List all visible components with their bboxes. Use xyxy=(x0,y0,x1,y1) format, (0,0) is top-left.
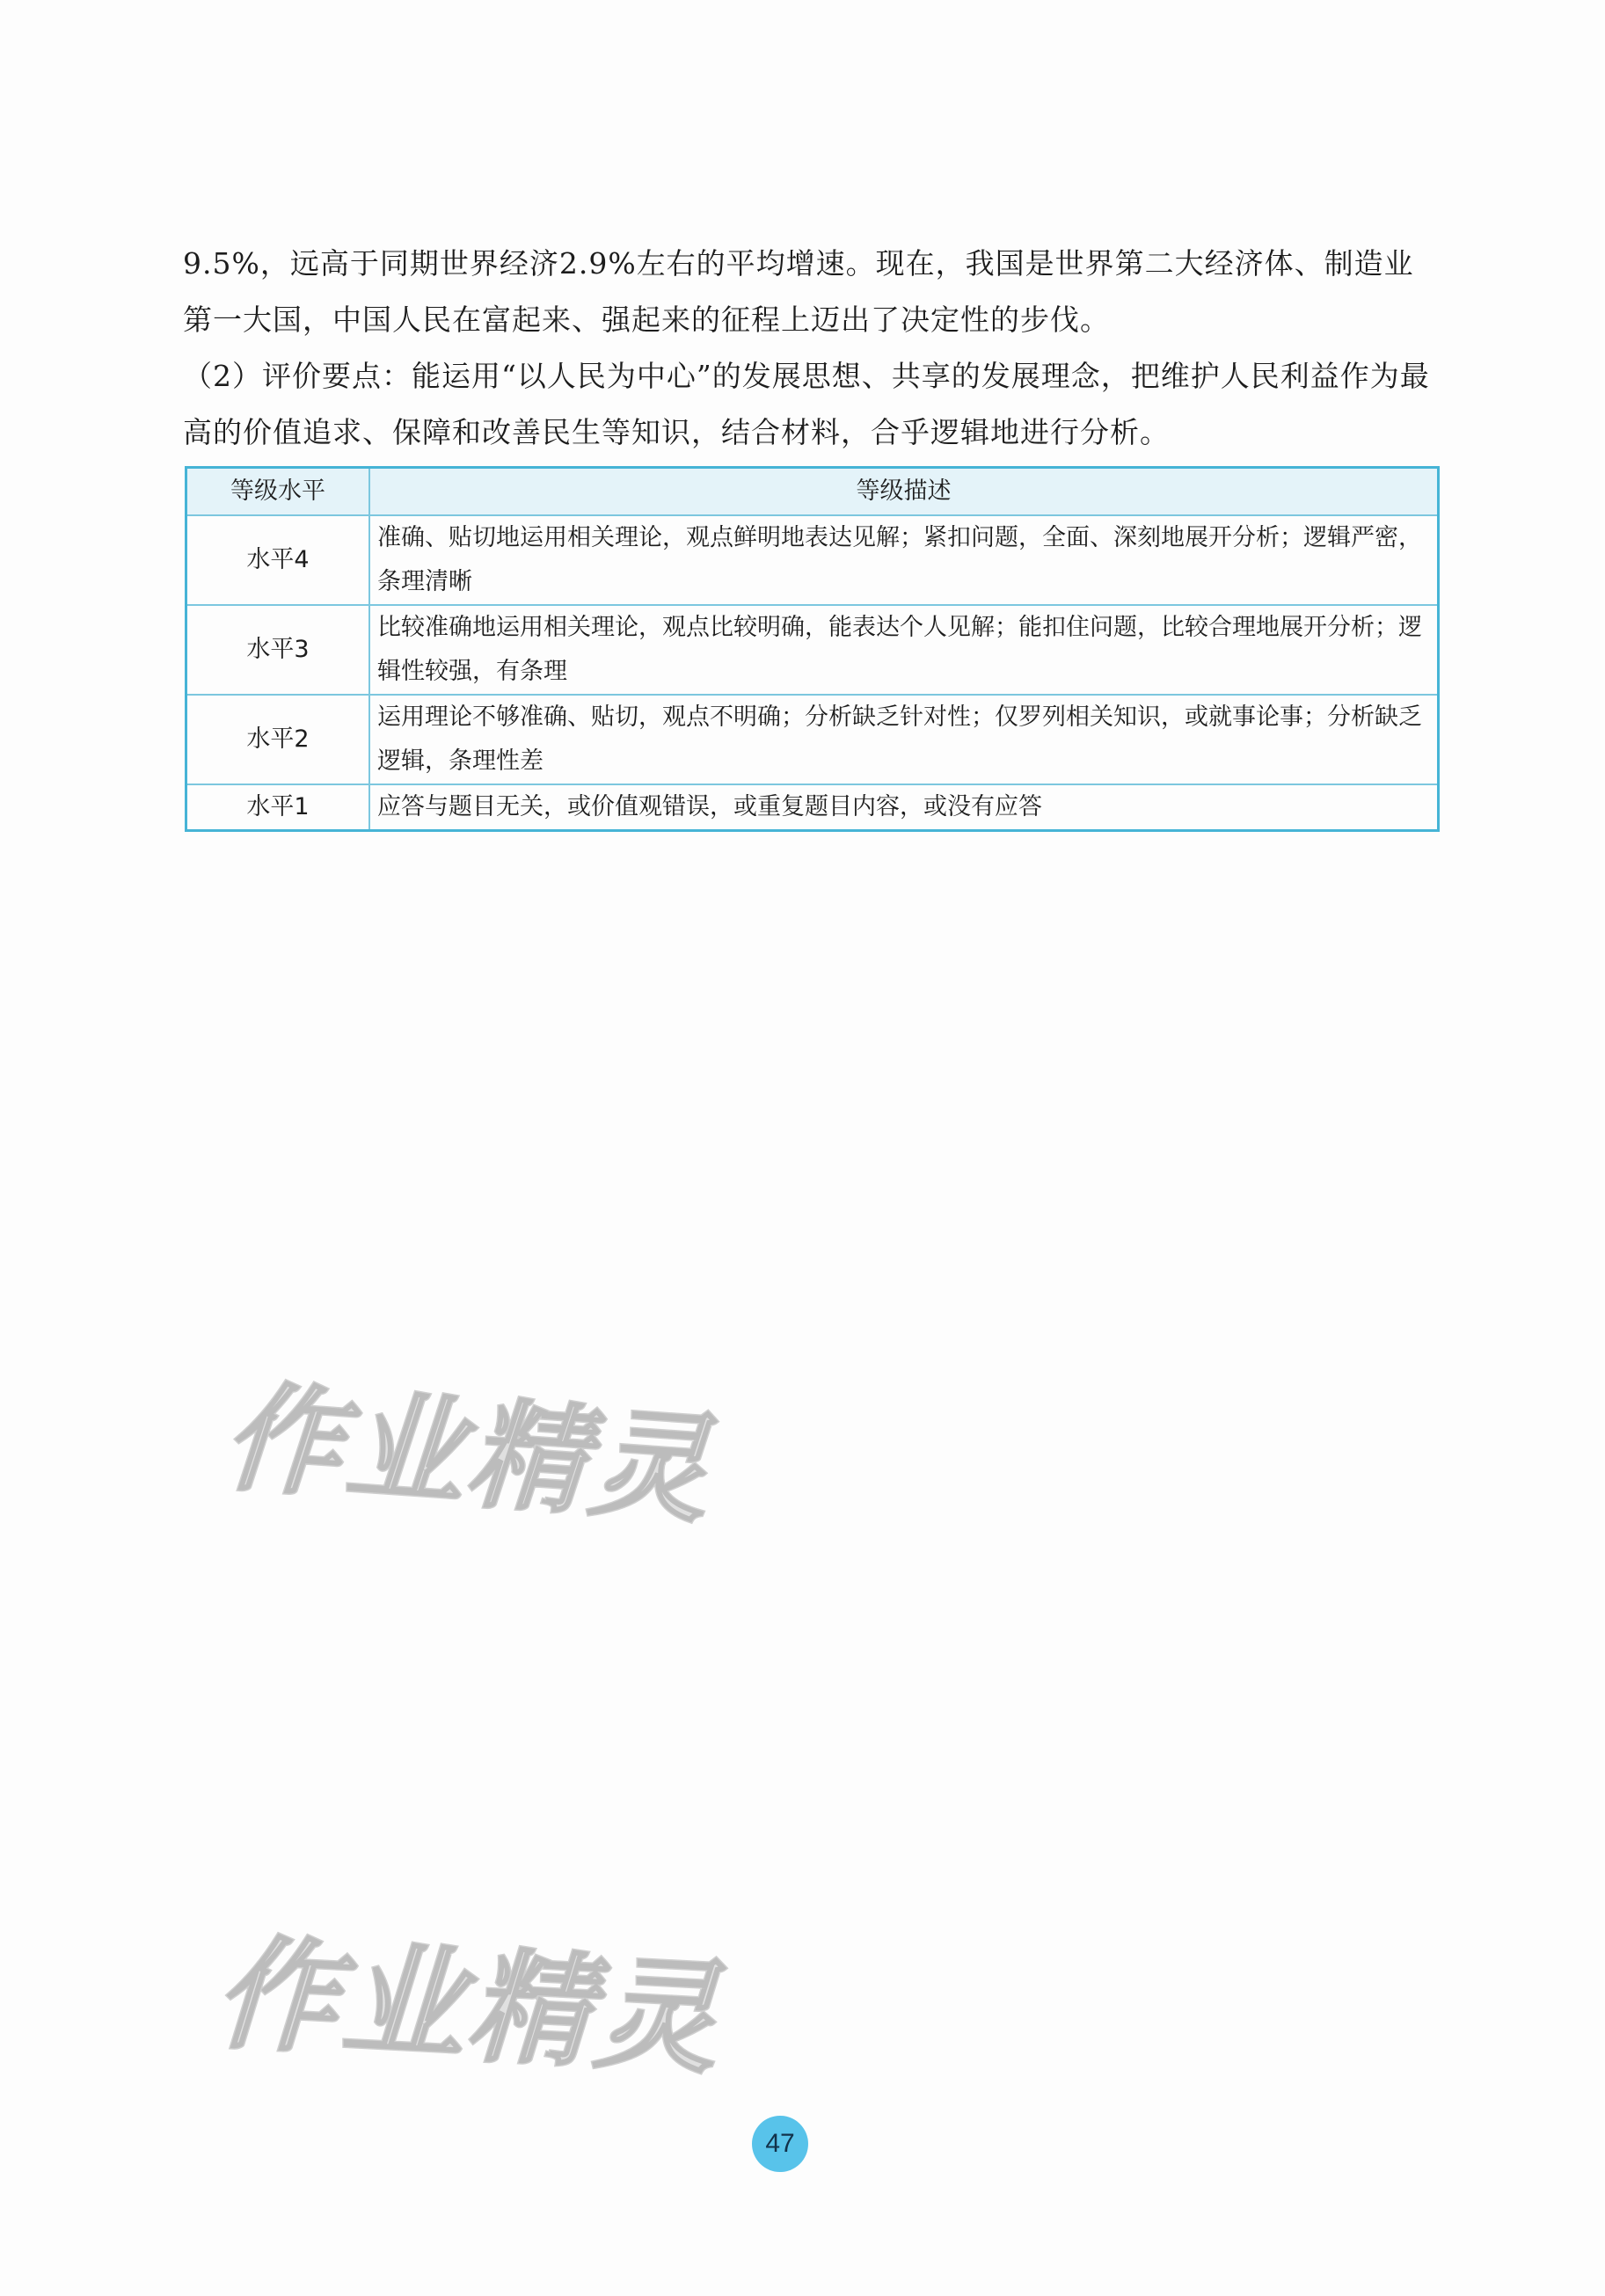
table-header-row xyxy=(186,468,1439,516)
table-row xyxy=(186,695,1439,784)
table-row xyxy=(186,515,1439,605)
table-row xyxy=(186,605,1439,695)
description-cell: 比较准确地运用相关理论，观点比较明确，能表达个人见解；能扣住问题，比较合理地展开分析；逻辑性较强，有条理 xyxy=(369,605,1439,695)
description-cell: 运用理论不够准确、贴切，观点不明确；分析缺乏针对性；仅罗列相关知识，或就事论事；分析缺乏逻辑，条理性差 xyxy=(369,695,1439,784)
description-cell: 应答与题目无关，或价值观错误，或重复题目内容，或没有应答 xyxy=(369,784,1439,831)
watermark-logo: 作业精灵 xyxy=(219,1367,717,1541)
header-level: 等级水平 xyxy=(186,468,370,516)
page-number-badge: 47 xyxy=(752,2116,808,2172)
grading-table xyxy=(185,466,1440,832)
answer-paragraph-1: 9.5%，远高于同期世界经济2.9%左右的平均增速。现在，我国是世界第二大经济体、制造业第一大国，中国人民在富起来、强起来的征程上迈出了决定性的步伐。 xyxy=(183,246,1414,337)
level-cell: 水平4 xyxy=(186,515,370,605)
watermark-logo: 作业精灵 xyxy=(211,1922,726,2092)
answer-paragraph-2: （2）评价要点：能运用“以人民为中心”的发展思想、共享的发展理念，把维护人民利益作为最高的价值追求、保障和改善民生等知识，结合材料，合乎逻辑地进行分析。 xyxy=(183,359,1430,449)
level-cell: 水平2 xyxy=(186,695,370,784)
description-cell: 准确、贴切地运用相关理论，观点鲜明地表达见解；紧扣问题，全面、深刻地展开分析；逻辑严密，条理清晰 xyxy=(369,515,1439,605)
header-description: 等级描述 xyxy=(369,468,1439,516)
table-row xyxy=(186,784,1439,831)
level-cell: 水平1 xyxy=(186,784,370,831)
level-cell: 水平3 xyxy=(186,605,370,695)
